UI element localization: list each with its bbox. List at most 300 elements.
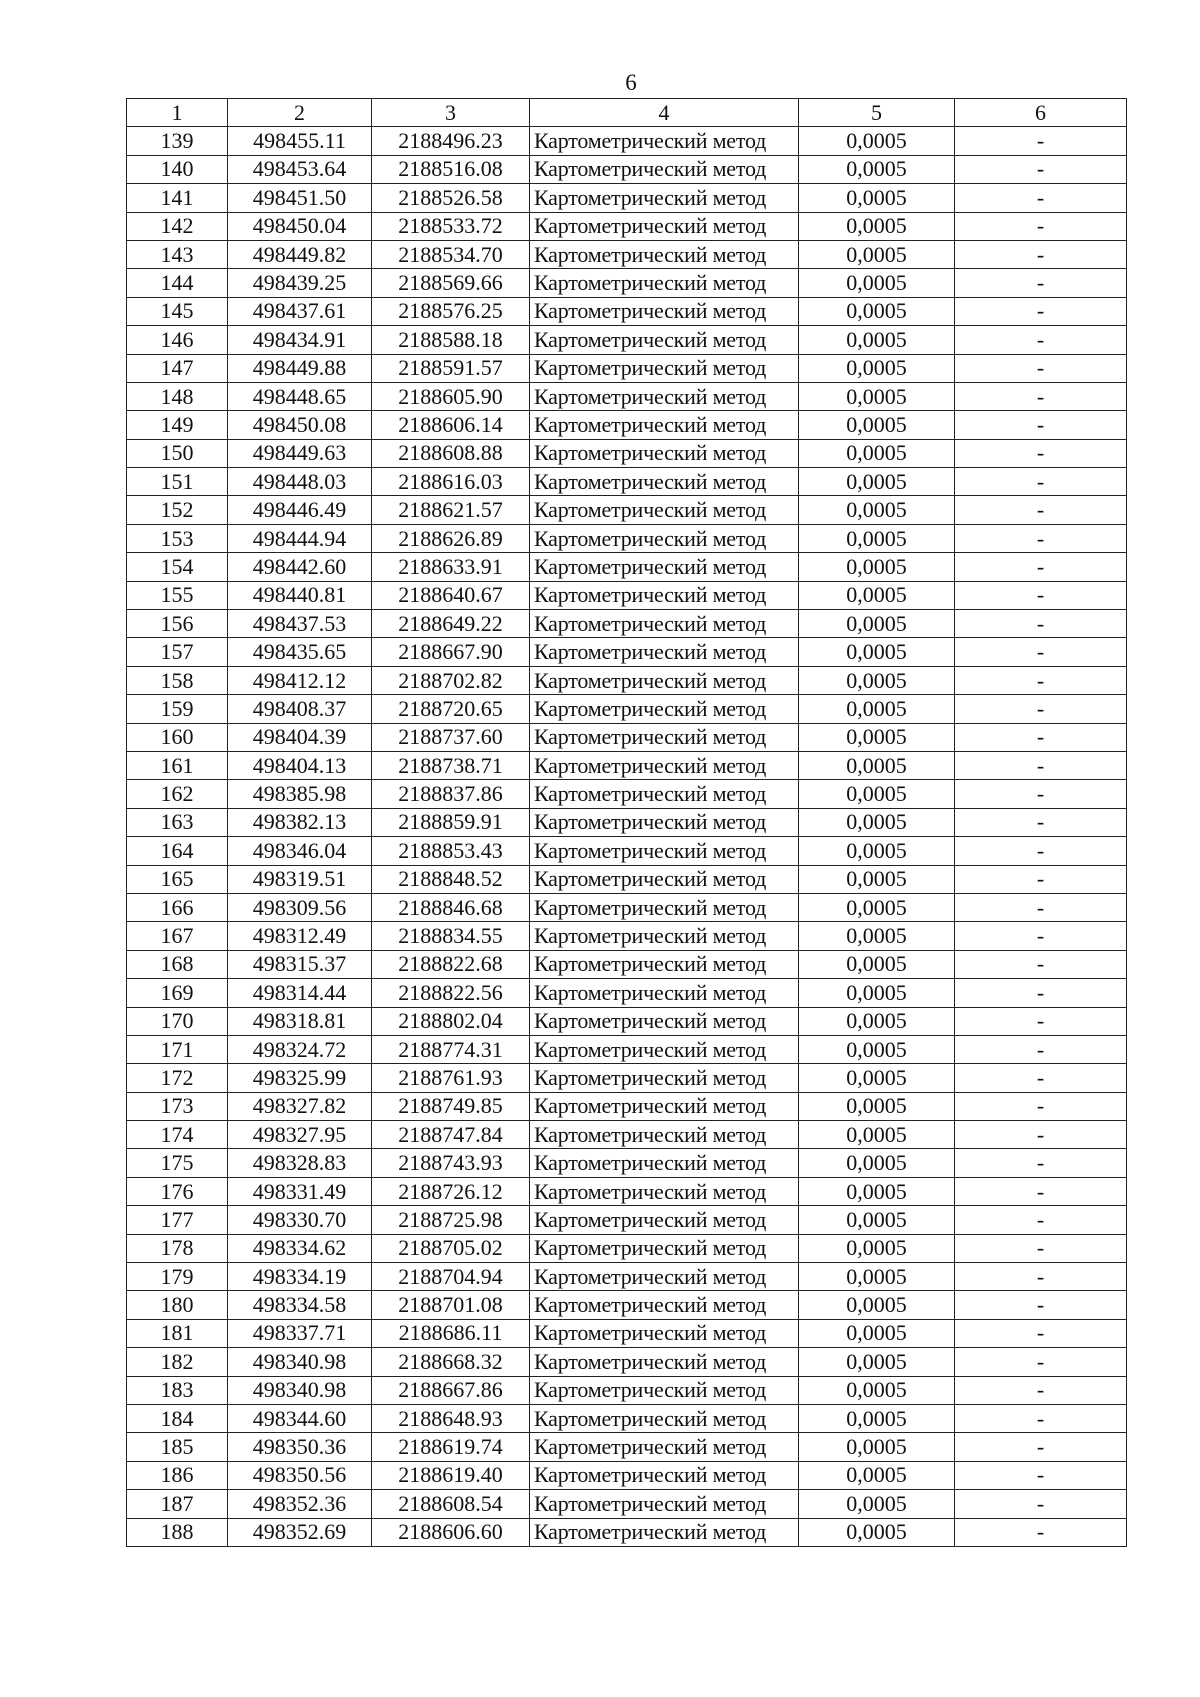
accuracy-cell: 0,0005	[799, 439, 955, 467]
table-row	[127, 1376, 1127, 1404]
accuracy-cell: 0,0005	[799, 1064, 955, 1092]
method-cell: Картометрический метод	[530, 468, 799, 496]
point-number-cell: 177	[127, 1206, 228, 1234]
y-coordinate-cell: 2188853.43	[372, 837, 530, 865]
accuracy-cell: 0,0005	[799, 1149, 955, 1177]
accuracy-cell: 0,0005	[799, 922, 955, 950]
x-coordinate-cell: 498435.65	[228, 638, 372, 666]
y-coordinate-cell: 2188686.11	[372, 1319, 530, 1347]
point-number-cell: 187	[127, 1490, 228, 1518]
note-cell: -	[955, 1064, 1127, 1092]
table-row	[127, 610, 1127, 638]
x-coordinate-cell: 498319.51	[228, 865, 372, 893]
table-row	[127, 1433, 1127, 1461]
point-number-cell: 167	[127, 922, 228, 950]
note-cell: -	[955, 1376, 1127, 1404]
table-row	[127, 269, 1127, 297]
method-cell: Картометрический метод	[530, 382, 799, 410]
note-cell: -	[955, 297, 1127, 325]
x-coordinate-cell: 498334.58	[228, 1291, 372, 1319]
table-row	[127, 1348, 1127, 1376]
note-cell: -	[955, 893, 1127, 921]
table-row	[127, 382, 1127, 410]
accuracy-cell: 0,0005	[799, 581, 955, 609]
note-cell: -	[955, 127, 1127, 155]
y-coordinate-cell: 2188606.14	[372, 411, 530, 439]
table-body	[127, 127, 1127, 1547]
note-cell: -	[955, 269, 1127, 297]
x-coordinate-cell: 498412.12	[228, 666, 372, 694]
point-number-cell: 178	[127, 1234, 228, 1262]
note-cell: -	[955, 1404, 1127, 1432]
x-coordinate-cell: 498442.60	[228, 553, 372, 581]
accuracy-cell: 0,0005	[799, 1121, 955, 1149]
point-number-cell: 140	[127, 155, 228, 183]
note-cell: -	[955, 1177, 1127, 1205]
method-cell: Картометрический метод	[530, 1433, 799, 1461]
accuracy-cell: 0,0005	[799, 1490, 955, 1518]
x-coordinate-cell: 498404.13	[228, 751, 372, 779]
accuracy-cell: 0,0005	[799, 1092, 955, 1120]
x-coordinate-cell: 498449.63	[228, 439, 372, 467]
method-cell: Картометрический метод	[530, 1121, 799, 1149]
method-cell: Картометрический метод	[530, 1263, 799, 1291]
point-number-cell: 146	[127, 326, 228, 354]
method-cell: Картометрический метод	[530, 155, 799, 183]
y-coordinate-cell: 2188534.70	[372, 240, 530, 268]
accuracy-cell: 0,0005	[799, 865, 955, 893]
accuracy-cell: 0,0005	[799, 326, 955, 354]
table-row	[127, 1064, 1127, 1092]
method-cell: Картометрический метод	[530, 1007, 799, 1035]
point-number-cell: 170	[127, 1007, 228, 1035]
accuracy-cell: 0,0005	[799, 1348, 955, 1376]
point-number-cell: 153	[127, 524, 228, 552]
y-coordinate-cell: 2188667.86	[372, 1376, 530, 1404]
x-coordinate-cell: 498451.50	[228, 184, 372, 212]
note-cell: -	[955, 468, 1127, 496]
table-row	[127, 638, 1127, 666]
y-coordinate-cell: 2188588.18	[372, 326, 530, 354]
column-header: 1	[127, 99, 228, 127]
point-number-cell: 148	[127, 382, 228, 410]
note-cell: -	[955, 581, 1127, 609]
x-coordinate-cell: 498334.62	[228, 1234, 372, 1262]
point-number-cell: 162	[127, 780, 228, 808]
y-coordinate-cell: 2188705.02	[372, 1234, 530, 1262]
table-row	[127, 808, 1127, 836]
point-number-cell: 172	[127, 1064, 228, 1092]
y-coordinate-cell: 2188747.84	[372, 1121, 530, 1149]
method-cell: Картометрический метод	[530, 751, 799, 779]
y-coordinate-cell: 2188640.67	[372, 581, 530, 609]
y-coordinate-cell: 2188648.93	[372, 1404, 530, 1432]
y-coordinate-cell: 2188738.71	[372, 751, 530, 779]
note-cell: -	[955, 1490, 1127, 1518]
accuracy-cell: 0,0005	[799, 269, 955, 297]
accuracy-cell: 0,0005	[799, 354, 955, 382]
table-row	[127, 1206, 1127, 1234]
note-cell: -	[955, 1291, 1127, 1319]
note-cell: -	[955, 979, 1127, 1007]
point-number-cell: 168	[127, 950, 228, 978]
note-cell: -	[955, 638, 1127, 666]
point-number-cell: 160	[127, 723, 228, 751]
point-number-cell: 150	[127, 439, 228, 467]
point-number-cell: 183	[127, 1376, 228, 1404]
x-coordinate-cell: 498350.36	[228, 1433, 372, 1461]
note-cell: -	[955, 751, 1127, 779]
method-cell: Картометрический метод	[530, 610, 799, 638]
y-coordinate-cell: 2188822.68	[372, 950, 530, 978]
note-cell: -	[955, 1007, 1127, 1035]
accuracy-cell: 0,0005	[799, 411, 955, 439]
method-cell: Картометрический метод	[530, 581, 799, 609]
method-cell: Картометрический метод	[530, 1319, 799, 1347]
y-coordinate-cell: 2188516.08	[372, 155, 530, 183]
accuracy-cell: 0,0005	[799, 1206, 955, 1234]
accuracy-cell: 0,0005	[799, 1234, 955, 1262]
x-coordinate-cell: 498449.82	[228, 240, 372, 268]
table-row	[127, 723, 1127, 751]
point-number-cell: 161	[127, 751, 228, 779]
method-cell: Картометрический метод	[530, 1404, 799, 1432]
table-row	[127, 212, 1127, 240]
x-coordinate-cell: 498352.69	[228, 1518, 372, 1546]
y-coordinate-cell: 2188633.91	[372, 553, 530, 581]
table-header	[127, 99, 1127, 127]
table-row	[127, 297, 1127, 325]
table-row	[127, 354, 1127, 382]
note-cell: -	[955, 240, 1127, 268]
x-coordinate-cell: 498434.91	[228, 326, 372, 354]
point-number-cell: 166	[127, 893, 228, 921]
accuracy-cell: 0,0005	[799, 1319, 955, 1347]
y-coordinate-cell: 2188606.60	[372, 1518, 530, 1546]
point-number-cell: 143	[127, 240, 228, 268]
point-number-cell: 165	[127, 865, 228, 893]
method-cell: Картометрический метод	[530, 1234, 799, 1262]
table-row	[127, 695, 1127, 723]
accuracy-cell: 0,0005	[799, 1518, 955, 1546]
y-coordinate-cell: 2188616.03	[372, 468, 530, 496]
y-coordinate-cell: 2188702.82	[372, 666, 530, 694]
accuracy-cell: 0,0005	[799, 893, 955, 921]
table-row	[127, 1461, 1127, 1489]
method-cell: Картометрический метод	[530, 922, 799, 950]
method-cell: Картометрический метод	[530, 893, 799, 921]
point-number-cell: 179	[127, 1263, 228, 1291]
table-row	[127, 1035, 1127, 1063]
x-coordinate-cell: 498404.39	[228, 723, 372, 751]
y-coordinate-cell: 2188667.90	[372, 638, 530, 666]
table-row	[127, 1404, 1127, 1432]
x-coordinate-cell: 498437.61	[228, 297, 372, 325]
y-coordinate-cell: 2188533.72	[372, 212, 530, 240]
y-coordinate-cell: 2188591.57	[372, 354, 530, 382]
x-coordinate-cell: 498385.98	[228, 780, 372, 808]
note-cell: -	[955, 922, 1127, 950]
note-cell: -	[955, 950, 1127, 978]
table-row	[127, 155, 1127, 183]
table-row	[127, 950, 1127, 978]
accuracy-cell: 0,0005	[799, 297, 955, 325]
method-cell: Картометрический метод	[530, 553, 799, 581]
x-coordinate-cell: 498331.49	[228, 1177, 372, 1205]
table-row	[127, 1234, 1127, 1262]
point-number-cell: 188	[127, 1518, 228, 1546]
table-row	[127, 1490, 1127, 1518]
point-number-cell: 185	[127, 1433, 228, 1461]
method-cell: Картометрический метод	[530, 127, 799, 155]
x-coordinate-cell: 498334.19	[228, 1263, 372, 1291]
column-header: 5	[799, 99, 955, 127]
method-cell: Картометрический метод	[530, 240, 799, 268]
point-number-cell: 141	[127, 184, 228, 212]
table-row	[127, 1518, 1127, 1546]
x-coordinate-cell: 498324.72	[228, 1035, 372, 1063]
y-coordinate-cell: 2188725.98	[372, 1206, 530, 1234]
point-number-cell: 158	[127, 666, 228, 694]
point-number-cell: 152	[127, 496, 228, 524]
y-coordinate-cell: 2188737.60	[372, 723, 530, 751]
method-cell: Картометрический метод	[530, 666, 799, 694]
point-number-cell: 156	[127, 610, 228, 638]
x-coordinate-cell: 498344.60	[228, 1404, 372, 1432]
point-number-cell: 159	[127, 695, 228, 723]
note-cell: -	[955, 723, 1127, 751]
method-cell: Картометрический метод	[530, 1461, 799, 1489]
note-cell: -	[955, 1461, 1127, 1489]
method-cell: Картометрический метод	[530, 439, 799, 467]
y-coordinate-cell: 2188720.65	[372, 695, 530, 723]
note-cell: -	[955, 1121, 1127, 1149]
method-cell: Картометрический метод	[530, 950, 799, 978]
note-cell: -	[955, 155, 1127, 183]
accuracy-cell: 0,0005	[799, 695, 955, 723]
x-coordinate-cell: 498340.98	[228, 1376, 372, 1404]
point-number-cell: 169	[127, 979, 228, 1007]
x-coordinate-cell: 498448.65	[228, 382, 372, 410]
point-number-cell: 186	[127, 1461, 228, 1489]
y-coordinate-cell: 2188605.90	[372, 382, 530, 410]
x-coordinate-cell: 498408.37	[228, 695, 372, 723]
accuracy-cell: 0,0005	[799, 666, 955, 694]
point-number-cell: 151	[127, 468, 228, 496]
method-cell: Картометрический метод	[530, 212, 799, 240]
method-cell: Картометрический метод	[530, 1177, 799, 1205]
method-cell: Картометрический метод	[530, 808, 799, 836]
note-cell: -	[955, 780, 1127, 808]
y-coordinate-cell: 2188701.08	[372, 1291, 530, 1319]
point-number-cell: 142	[127, 212, 228, 240]
accuracy-cell: 0,0005	[799, 1291, 955, 1319]
table-row	[127, 411, 1127, 439]
point-number-cell: 154	[127, 553, 228, 581]
table-row	[127, 922, 1127, 950]
accuracy-cell: 0,0005	[799, 1433, 955, 1461]
y-coordinate-cell: 2188619.74	[372, 1433, 530, 1461]
note-cell: -	[955, 411, 1127, 439]
table-row	[127, 1319, 1127, 1347]
table-row	[127, 1007, 1127, 1035]
note-cell: -	[955, 553, 1127, 581]
accuracy-cell: 0,0005	[799, 468, 955, 496]
x-coordinate-cell: 498309.56	[228, 893, 372, 921]
table-row	[127, 496, 1127, 524]
method-cell: Картометрический метод	[530, 269, 799, 297]
y-coordinate-cell: 2188846.68	[372, 893, 530, 921]
method-cell: Картометрический метод	[530, 979, 799, 1007]
point-number-cell: 182	[127, 1348, 228, 1376]
point-number-cell: 147	[127, 354, 228, 382]
note-cell: -	[955, 610, 1127, 638]
accuracy-cell: 0,0005	[799, 1404, 955, 1432]
point-number-cell: 157	[127, 638, 228, 666]
point-number-cell: 145	[127, 297, 228, 325]
accuracy-cell: 0,0005	[799, 382, 955, 410]
method-cell: Картометрический метод	[530, 1035, 799, 1063]
table-row	[127, 326, 1127, 354]
table-row	[127, 553, 1127, 581]
method-cell: Картометрический метод	[530, 1291, 799, 1319]
method-cell: Картометрический метод	[530, 184, 799, 212]
method-cell: Картометрический метод	[530, 723, 799, 751]
table-row	[127, 780, 1127, 808]
accuracy-cell: 0,0005	[799, 155, 955, 183]
page-number: 6	[625, 70, 637, 95]
point-number-cell: 139	[127, 127, 228, 155]
accuracy-cell: 0,0005	[799, 496, 955, 524]
accuracy-cell: 0,0005	[799, 808, 955, 836]
point-number-cell: 163	[127, 808, 228, 836]
y-coordinate-cell: 2188526.58	[372, 184, 530, 212]
table-row	[127, 240, 1127, 268]
method-cell: Картометрический метод	[530, 524, 799, 552]
note-cell: -	[955, 1234, 1127, 1262]
x-coordinate-cell: 498328.83	[228, 1149, 372, 1177]
column-header: 6	[955, 99, 1127, 127]
note-cell: -	[955, 1149, 1127, 1177]
method-cell: Картометрический метод	[530, 1490, 799, 1518]
y-coordinate-cell: 2188608.54	[372, 1490, 530, 1518]
column-header: 4	[530, 99, 799, 127]
y-coordinate-cell: 2188668.32	[372, 1348, 530, 1376]
note-cell: -	[955, 1319, 1127, 1347]
accuracy-cell: 0,0005	[799, 638, 955, 666]
x-coordinate-cell: 498350.56	[228, 1461, 372, 1489]
point-number-cell: 171	[127, 1035, 228, 1063]
accuracy-cell: 0,0005	[799, 1461, 955, 1489]
point-number-cell: 181	[127, 1319, 228, 1347]
table-row	[127, 1177, 1127, 1205]
y-coordinate-cell: 2188496.23	[372, 127, 530, 155]
note-cell: -	[955, 1348, 1127, 1376]
point-number-cell: 174	[127, 1121, 228, 1149]
x-coordinate-cell: 498346.04	[228, 837, 372, 865]
y-coordinate-cell: 2188576.25	[372, 297, 530, 325]
x-coordinate-cell: 498450.08	[228, 411, 372, 439]
table-row	[127, 666, 1127, 694]
note-cell: -	[955, 524, 1127, 552]
method-cell: Картометрический метод	[530, 326, 799, 354]
point-number-cell: 176	[127, 1177, 228, 1205]
method-cell: Картометрический метод	[530, 1518, 799, 1546]
x-coordinate-cell: 498340.98	[228, 1348, 372, 1376]
y-coordinate-cell: 2188834.55	[372, 922, 530, 950]
note-cell: -	[955, 837, 1127, 865]
table-row	[127, 865, 1127, 893]
y-coordinate-cell: 2188774.31	[372, 1035, 530, 1063]
method-cell: Картометрический метод	[530, 837, 799, 865]
y-coordinate-cell: 2188619.40	[372, 1461, 530, 1489]
method-cell: Картометрический метод	[530, 1206, 799, 1234]
note-cell: -	[955, 496, 1127, 524]
x-coordinate-cell: 498450.04	[228, 212, 372, 240]
table-row	[127, 979, 1127, 1007]
point-number-cell: 184	[127, 1404, 228, 1432]
x-coordinate-cell: 498318.81	[228, 1007, 372, 1035]
accuracy-cell: 0,0005	[799, 240, 955, 268]
y-coordinate-cell: 2188761.93	[372, 1064, 530, 1092]
column-header: 2	[228, 99, 372, 127]
point-number-cell: 164	[127, 837, 228, 865]
x-coordinate-cell: 498437.53	[228, 610, 372, 638]
method-cell: Картометрический метод	[530, 1376, 799, 1404]
y-coordinate-cell: 2188802.04	[372, 1007, 530, 1035]
x-coordinate-cell: 498382.13	[228, 808, 372, 836]
accuracy-cell: 0,0005	[799, 1007, 955, 1035]
x-coordinate-cell: 498327.95	[228, 1121, 372, 1149]
table-row	[127, 524, 1127, 552]
method-cell: Картометрический метод	[530, 1149, 799, 1177]
note-cell: -	[955, 326, 1127, 354]
y-coordinate-cell: 2188649.22	[372, 610, 530, 638]
y-coordinate-cell: 2188743.93	[372, 1149, 530, 1177]
table-row	[127, 837, 1127, 865]
accuracy-cell: 0,0005	[799, 1035, 955, 1063]
note-cell: -	[955, 439, 1127, 467]
y-coordinate-cell: 2188621.57	[372, 496, 530, 524]
table-row	[127, 184, 1127, 212]
method-cell: Картометрический метод	[530, 780, 799, 808]
table-row	[127, 439, 1127, 467]
y-coordinate-cell: 2188726.12	[372, 1177, 530, 1205]
x-coordinate-cell: 498352.36	[228, 1490, 372, 1518]
coordinates-table	[126, 98, 1127, 1547]
method-cell: Картометрический метод	[530, 1348, 799, 1376]
note-cell: -	[955, 212, 1127, 240]
accuracy-cell: 0,0005	[799, 780, 955, 808]
x-coordinate-cell: 498330.70	[228, 1206, 372, 1234]
x-coordinate-cell: 498453.64	[228, 155, 372, 183]
accuracy-cell: 0,0005	[799, 1376, 955, 1404]
x-coordinate-cell: 498312.49	[228, 922, 372, 950]
column-header: 3	[372, 99, 530, 127]
y-coordinate-cell: 2188822.56	[372, 979, 530, 1007]
y-coordinate-cell: 2188848.52	[372, 865, 530, 893]
table-row	[127, 751, 1127, 779]
accuracy-cell: 0,0005	[799, 751, 955, 779]
note-cell: -	[955, 666, 1127, 694]
method-cell: Картометрический метод	[530, 865, 799, 893]
x-coordinate-cell: 498439.25	[228, 269, 372, 297]
x-coordinate-cell: 498448.03	[228, 468, 372, 496]
y-coordinate-cell: 2188859.91	[372, 808, 530, 836]
x-coordinate-cell: 498337.71	[228, 1319, 372, 1347]
accuracy-cell: 0,0005	[799, 1177, 955, 1205]
table-row	[127, 1291, 1127, 1319]
